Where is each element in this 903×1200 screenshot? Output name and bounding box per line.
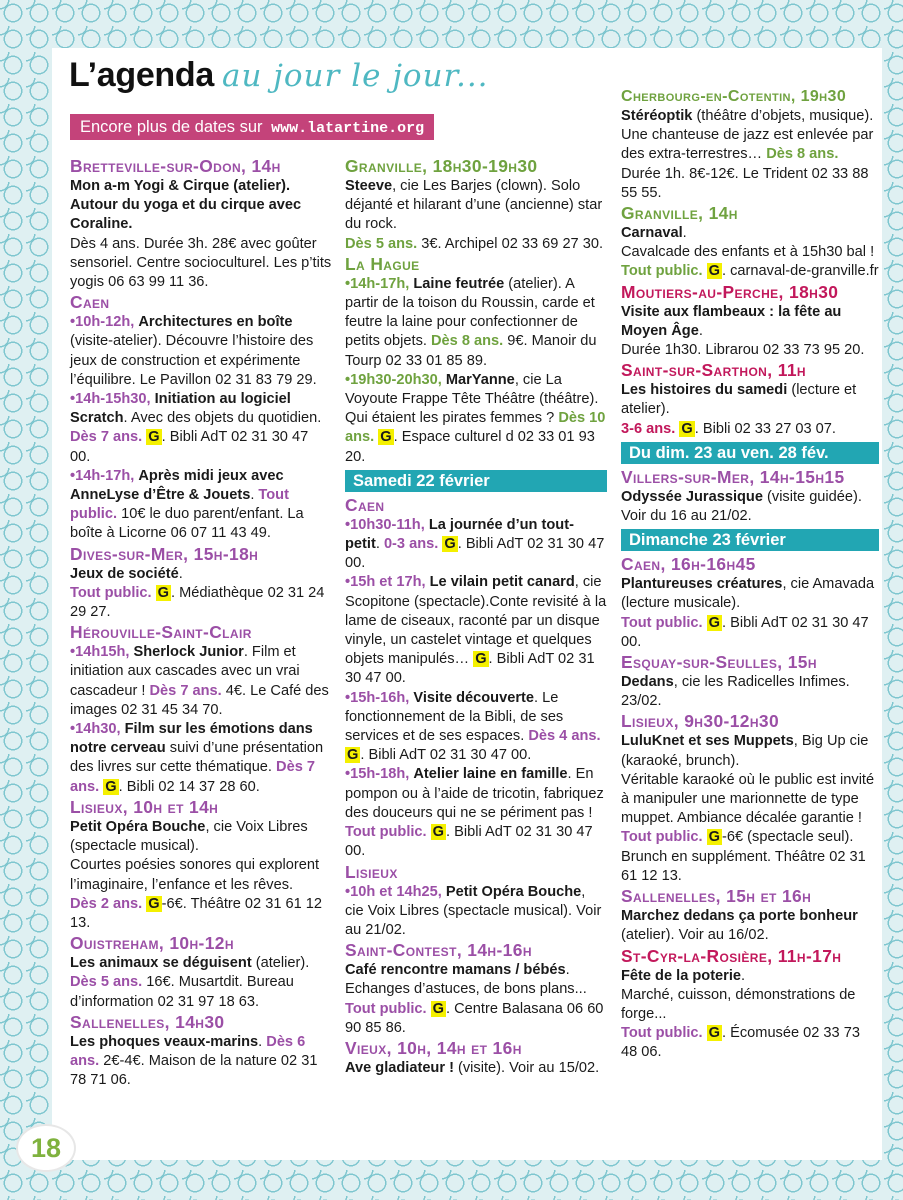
event-entry: Les phoques veaux-marins. Dès 6 ans. 2€-4€. Maison de la nature 02 31 78 71 06. bbox=[70, 1033, 318, 1089]
event-entry: Café rencontre mamans / bébés. Echanges d’astuces, de bons plans... Tout public. G . Centre Balasana 06 60 90 85 86. bbox=[345, 962, 604, 1036]
event-location: Saint-sur-Sarthon, 11h bbox=[621, 360, 806, 381]
event-entry: LuluKnet et ses Muppets, Big Up cie (karaoké, brunch). Véritable karaoké où le public est invité à manipuler une marionnette de type muppet. Ambiance décalée garantie ! Tout public. G -6€ (spectacle seul). Brunch en supplément. Théâtre 02 31 61 12 13. bbox=[621, 733, 875, 884]
free-badge: G bbox=[432, 1000, 445, 1017]
page-title bbox=[69, 56, 489, 95]
event-location: Lisieux, 9h30-12h30 bbox=[621, 711, 780, 732]
title-main: L’agenda bbox=[69, 56, 214, 94]
event-entry: Plantureuses créatures, cie Amavada (lecture musicale). Tout public. G . Bibli AdT 02 31 30 47 00. bbox=[621, 576, 875, 650]
free-badge: G bbox=[708, 1025, 721, 1042]
agenda-column-1 bbox=[70, 156, 332, 1090]
event-location: Villers-sur-Mer, 14h-15h15 bbox=[621, 466, 845, 487]
event-location: Bretteville-sur-Odon, 14h bbox=[70, 156, 281, 176]
event-entry: •10h et 14h25, Petit Opéra Bouche, cie Voix Libres (spectacle musical). Voir au 21/02. bbox=[345, 883, 602, 938]
date-banner: Dimanche 23 février bbox=[621, 529, 879, 551]
agenda-column-2 bbox=[345, 156, 607, 1078]
agenda-column-3 bbox=[621, 86, 879, 1063]
event-entry: •15h et 17h, Le vilain petit canard, cie Scopitone (spectacle).Conte revisité à la lame de ciseaux, raconté par un disque vinyle, un castelet vintage et quelques objets manipulés… G . Bibli AdT 02 31 30 47 00. bbox=[345, 574, 607, 687]
event-entry: •15h-16h, Visite découverte. Le fonctionnement de la Bibli, de ses services et de ses espaces. Dès 4 ans. G . Bibli AdT 02 31 30 47 00. bbox=[345, 689, 601, 764]
event-location: Moutiers-au-Perche, 18h30 bbox=[621, 281, 839, 302]
event-location: Esquay-sur-Seulles, 15h bbox=[621, 652, 817, 673]
event-entry: •14h-17h, Laine feutrée (atelier). A partir de la toison du Roussin, carde et feutre la laine pour confectionner de petits objets. Dès 8 ans. 9€. Manoir du Tourp 02 33 01 85 89. bbox=[345, 275, 597, 369]
event-entry: •14h15h, Sherlock Junior. Film et initiation aux cascades avec un vrai cascadeur ! Dès 7 ans. 4€. Le Café des images 02 31 45 34 70. bbox=[70, 644, 329, 718]
event-entry: •15h-18h, Atelier laine en famille. En pompon ou à l’aide de tricotin, fabriquez des douceurs qui ne se périment pas ! Tout public. G . Bibli AdT 02 31 30 47 00. bbox=[345, 766, 604, 860]
event-entry: Odyssée Jurassique (visite guidée). Voir du 16 au 21/02. bbox=[621, 488, 862, 525]
free-badge: G bbox=[157, 584, 170, 601]
page-number: 18 bbox=[16, 1124, 76, 1172]
event-location: Ouistreham, 10h-12h bbox=[70, 933, 234, 954]
event-location: Sallenelles, 15h et 16h bbox=[621, 886, 812, 907]
free-badge: G bbox=[347, 747, 359, 764]
event-info: Dès 4 ans. Durée 3h. 28€ avec goûter sensoriel. Centre socioculturel. Les p’tits yogis 06 63 99 11 36. bbox=[70, 235, 332, 291]
promo-link[interactable]: www.latartine.org bbox=[271, 120, 425, 137]
date-banner: Du dim. 23 au ven. 28 fév. bbox=[621, 442, 879, 464]
event-desc: Mon a-m Yogi & Cirque (atelier). Autour du yoga et du cirque avec Coraline. bbox=[70, 178, 302, 233]
free-badge: G bbox=[105, 778, 117, 795]
event-entry: •10h-12h, Architectures en boîte (visite-atelier). Découvre l’histoire des jeux de construction et expérimente l’équilibre. Le Pavillon 02 31 83 79 29. bbox=[70, 314, 317, 388]
event-entry: Ave gladiateur ! (visite). Voir au 15/02. bbox=[345, 1059, 600, 1076]
event-entry: Marchez dedans ça porte bonheur (atelier). Voir au 16/02. bbox=[621, 908, 858, 944]
event-entry: Dedans, cie les Radicelles Infimes. 23/02. bbox=[621, 674, 850, 710]
event-entry: Visite aux flambeaux : la fête au Moyen Âge. Durée 1h30. Librarou 02 33 73 95 20. bbox=[621, 303, 865, 359]
event-location: Dives-sur-Mer, 15h-18h bbox=[70, 543, 259, 564]
event-location: Caen bbox=[345, 494, 385, 515]
event-location: Saint-Contest, 14h-16h bbox=[345, 940, 532, 961]
event-location: Granville, 14h bbox=[621, 203, 738, 224]
event-location: Hérouville-Saint-Clair bbox=[70, 622, 252, 643]
free-badge: G bbox=[708, 263, 721, 280]
event-entry: Petit Opéra Bouche, cie Voix Libres (spectacle musical). Courtes poésies sonores qui explorent l’imaginaire, l’enfance et les rêves. Dès 2 ans. G -6€. Théâtre 02 31 61 12 13. bbox=[70, 818, 323, 931]
free-badge: G bbox=[681, 420, 693, 437]
event-location: Cherbourg-en-Cotentin, 19h30 bbox=[621, 88, 847, 105]
event-entry: Jeux de société. Tout public. G . Médiathèque 02 31 24 29 27. bbox=[70, 565, 325, 621]
event-location: Sallenelles, 14h30 bbox=[70, 1011, 225, 1032]
event-entry: •14h-17h, Après midi jeux avec AnneLyse d’Être & Jouets. Tout public. 10€ le duo parent/enfant. La boîte à Licorne 06 07 11 43 49. bbox=[70, 467, 304, 542]
free-badge: G bbox=[148, 895, 160, 912]
event-location: Vieux, 10h, 14h et 16h bbox=[345, 1037, 522, 1058]
event-location: Lisieux, 10h et 14h bbox=[70, 796, 219, 817]
event-entry: Les histoires du samedi (lecture et atelier). 3-6 ans. G . Bibli 02 33 27 03 07. bbox=[621, 382, 857, 437]
event-entry: Fête de la poterie. Marché, cuisson, démonstrations de forge... Tout public. G . Écomusée 02 33 73 48 06. bbox=[621, 967, 860, 1061]
free-badge: G bbox=[475, 651, 487, 668]
promo-text: Encore plus de dates sur bbox=[80, 118, 263, 136]
event-entry: Stéréoptik (théâtre d’objets, musique). Une chanteuse de jazz est enlevée par des extra-terrestres… Dès 8 ans. Durée 1h. 8€-12€. Le Trident 02 33 88 55 55. bbox=[621, 108, 874, 201]
free-badge: G bbox=[444, 536, 456, 553]
event-entry: Carnaval. Cavalcade des enfants et à 15h30 bal ! Tout public. G . carnaval-de-granville.fr bbox=[621, 225, 879, 280]
event-location: St-Cyr-la-Rosière, 11h-17h bbox=[621, 945, 842, 966]
event-location: Granville, 18h30-19h30 bbox=[345, 156, 538, 176]
free-badge: G bbox=[432, 824, 445, 841]
free-badge: G bbox=[708, 614, 721, 631]
event-location: Caen, 16h-16h45 bbox=[621, 554, 756, 575]
title-script: au jour le jour... bbox=[221, 58, 489, 94]
date-banner: Samedi 22 février bbox=[345, 470, 607, 492]
promo-banner bbox=[70, 114, 434, 140]
event-entry: Steeve, cie Les Barjes (clown). Solo déjanté et hilarant d’une (ancienne) star du rock. Dès 5 ans. 3€. Archipel 02 33 69 27 30. bbox=[345, 178, 604, 252]
free-badge: G bbox=[380, 429, 392, 446]
event-entry: •19h30-20h30, MarYanne, cie La Voyoute Frappe Tête Théâtre (théâtre). Qui étaient les pirates femmes ? Dès 10 ans. G . Espace culturel d 02 33 01 93 20. bbox=[345, 371, 606, 465]
event-entry: •10h30-11h, La journée d’un tout-petit. 0-3 ans. G . Bibli AdT 02 31 30 47 00. bbox=[345, 516, 605, 572]
event-entry: •14h-15h30, Initiation au logiciel Scratch. Avec des objets du quotidien. Dès 7 ans. G . Bibli AdT 02 31 30 47 00. bbox=[70, 391, 322, 465]
event-location: La Hague bbox=[345, 253, 420, 274]
event-location: Lisieux bbox=[345, 861, 398, 882]
free-badge: G bbox=[148, 429, 160, 446]
event-location: Caen bbox=[70, 292, 110, 313]
free-badge: G bbox=[708, 829, 721, 846]
event-entry: Les animaux se déguisent (atelier). Dès 5 ans. 16€. Musartdit. Bureau d’information 02 31 97 18 63. bbox=[70, 955, 310, 1010]
event-entry: •14h30, Film sur les émotions dans notre cerveau suivi d’une présentation des livres sur cette thématique. Dès 7 ans. G . Bibli 02 14 37 28 60. bbox=[70, 721, 324, 795]
